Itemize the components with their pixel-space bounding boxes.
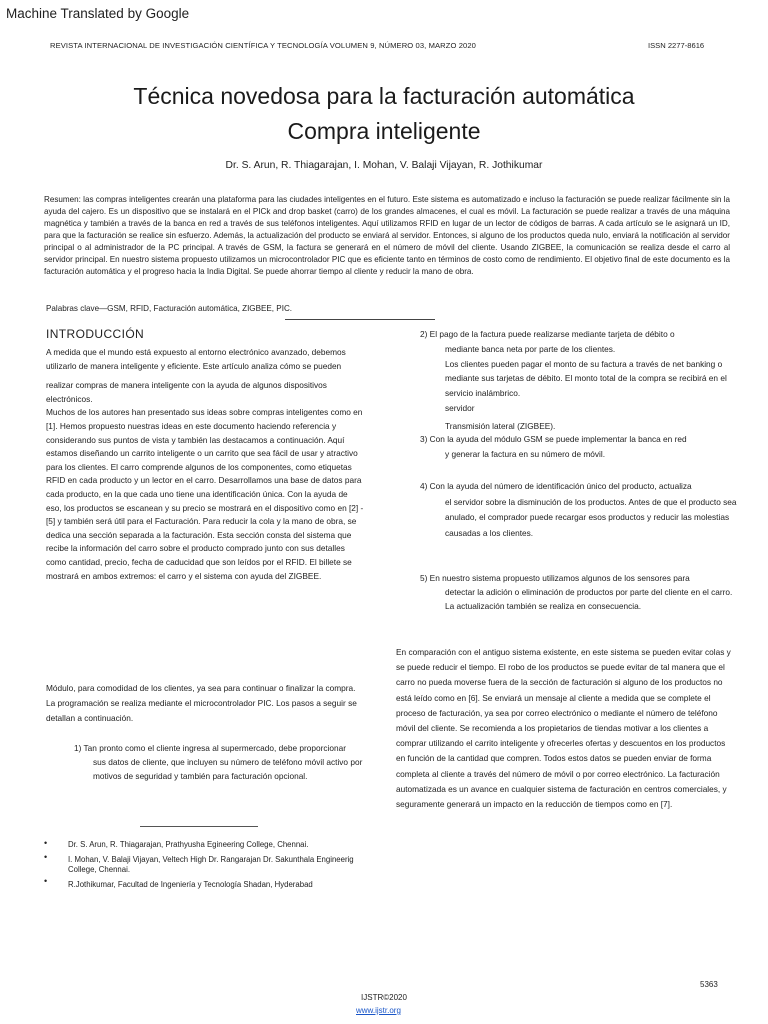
step-3-lead: 3) Con la ayuda del módulo GSM se puede implementar la banca en red: [420, 434, 687, 444]
intro-text: [46, 346, 364, 583]
abstract: Resumen: las compras inteligentes crearán una plataforma para las ciudades inteligentes en el futuro. Este sistema es automatizado e incluso la facturación se puede realizar fácilmente sin la ayuda del cajero. Es un dispositivo que se instalará en el PICk and drop basket (carro) de los grandes almacenes, el cual es móvil. La facturación se puede realizar a través de una máquina magnética y también a través de la banca en red a través de sus teléfonos inteligentes. Aquí utilizamos RFID en lugar de un lector de códigos de barras. A cada artículo se le asignará un ID, para que la facturación se realice sin esfuerzo. Además, la actualización del producto se enviará al servidor. Entonces, si alguno de los productos queda nulo, enviará la notificación al servidor principal o al administrador de la PC principal. A través de GSM, la factura se generará en el número de móvil del cliente. Usando ZIGBEE, la comunicación se realiza desde el carro al servidor principal. En nuestro sistema propuesto utilizamos un microcontrolador PIC que es eficiente tanto en términos de costo como de rendimiento. El objetivo final de este documento es la facturación automática y el progreso hacia la India Digital. Se puede ahorrar tiempo al cliente y reducir la mano de obra.: [44, 195, 730, 276]
module-paragraph: Módulo, para comodidad de los clientes, ya sea para continuar o finalizar la compra. La programación se realiza mediante el microcontrolador PIC. Los pasos a seguir se detallan a continuación.: [46, 683, 357, 723]
page-number: 5363: [700, 980, 718, 989]
step-3: [420, 432, 738, 462]
step-4-body: el servidor sobre la disminución de los productos. Antes de que el producto sea anulado, el comprador puede recargar esos productos y reducir las molestias causadas a los clientes.: [445, 496, 737, 538]
intro-paragraph-1b: realizar compras de manera inteligente con la ayuda de algunos dispositivos electrónicos.: [46, 380, 327, 404]
step-2-zigbee: Transmisión lateral (ZIGBEE).: [445, 420, 556, 431]
step-2-server: servidor: [445, 402, 475, 413]
author-list: Dr. S. Arun, R. Thiagarajan, I. Mohan, V. Balaji Vijayan, R. Jothikumar: [225, 160, 543, 171]
step-1-lead: 1) Tan pronto como el cliente ingresa al supermercado, debe proporcionar: [74, 743, 346, 753]
step-2-body: mediante banca neta por parte de los clientes.: [445, 343, 616, 354]
footer-journal: IJSTR©2020: [361, 993, 407, 1002]
comparison-paragraph: En comparación con el antiguo sistema existente, en este sistema se pueden evitar colas y se puede reducir el tiempo. El robo de los productos se puede evitar de tal manera que el carro no pueda moverse fuera de la sección de facturación si alguno de los productos no está leído como en [6]. Se enviará un mensaje al cliente a medida que se complete el proceso de facturación, ya sea por correo electrónico o mediante el número de teléfono móvil del cliente. Se recomienda a los propietarios de tiendas motivar a los clientes a comprar utilizando el carrito inteligente y ofrecerles ofertas y descuentos en los productos en función de la cantidad que compren. Todos estos datos se pueden enviar de forma completa al cliente a través del número de móvil o por correo electrónico. La facturación automatizada es un avance en cualquier sistema de facturación en centros comerciales, y seguramente generará un impacto en la reducción de tiempos como en [7].: [396, 647, 731, 810]
journal-url-link[interactable]: www.ijstr.org: [356, 1006, 401, 1015]
machine-translated-banner: Machine Translated by Google: [6, 6, 190, 21]
intro-paragraph-1a: A medida que el mundo está expuesto al entorno electrónico avanzado, debemos utilizarlo de manera inteligente y eficiente. Este artículo analiza cómo se pueden: [46, 347, 346, 371]
footnote-3: R.Jothikumar, Facultad de Ingeniería y Tecnología Shadan, Hyderabad: [68, 880, 313, 889]
issn-label: ISSN 2277-8616: [648, 41, 705, 50]
paper-title-line-2: Compra inteligente: [287, 118, 481, 144]
step-2-lead: 2) El pago de la factura puede realizarse mediante tarjeta de débito o: [420, 329, 675, 339]
step-3-body: y generar la factura en su número de móvil.: [445, 448, 606, 459]
step-4: [420, 479, 738, 541]
footnote-2: I. Mohan, V. Balaji Vijayan, Veltech High Dr. Rangarajan Dr. Sakunthala Engineerig College, Chennai.: [68, 855, 354, 874]
step-4-lead: 4) Con la ayuda del número de identificación único del producto, actualiza: [420, 481, 692, 491]
footnote-bullet: •: [44, 852, 48, 862]
footnote-bullet: •: [44, 876, 48, 886]
step-5-body: detectar la adición o eliminación de productos por parte del cliente en el carro. La actualización también se realiza en consecuencia.: [445, 587, 733, 611]
step-1-body: sus datos de cliente, que incluyen su número de teléfono móvil activo por motivos de seguridad y también para facturación opcional.: [93, 757, 363, 781]
paper-title-line-1: Técnica novedosa para la facturación automática: [133, 83, 635, 109]
step-2-detail: Los clientes pueden pagar el monto de su factura a través de net banking o mediante sus tarjetas de débito. El monto total de la compra se recibirá en el servicio inalámbrico.: [445, 358, 727, 399]
step-5-lead: 5) En nuestro sistema propuesto utilizamos algunos de los sensores para: [420, 573, 690, 583]
footnote-1: Dr. S. Arun, R. Thiagarajan, Prathyusha Egineering College, Chennai.: [68, 840, 309, 849]
keywords-divider: [285, 319, 435, 320]
step-2: [420, 327, 738, 434]
keywords: Palabras clave—GSM, RFID, Facturación automática, ZIGBEE, PIC.: [46, 304, 293, 313]
step-5: [420, 571, 738, 613]
footnote-divider: [140, 826, 258, 827]
intro-paragraph-2: Muchos de los autores han presentado sus ideas sobre compras inteligentes como en [1]. Hemos propuesto nuestras ideas en este documento haciendo referencia y considerando sus puntos de vista y también las destacamos a continuación. Aquí estamos diseñando un carrito inteligente o un carrito que sea fácil de usar y atractivo para los clientes. El carro comprende algunos de los componentes, como etiquetas RFID en cada producto y un lector en el carro. Desarrollamos una base de datos para cada producto, en la que cada uno tiene una identificación única. Con la ayuda de eso, los productos se escanean y su precio se mostrará en el dispositivo como en [2] - [5] y también será útil para el Facturación. Para reducir la cola y la mano de obra, se dedica una sección separada a la facturación. Esta sección consta del sistema que recibe la información del carro sobre el producto comprado junto con sus detalles como cantidad, precio, fecha de caducidad que son leídos por el RFID. El billete se mostrará en ambos extremos: el carro y el sistema con ayuda del ZIGBEE.: [46, 407, 364, 581]
journal-header: REVISTA INTERNACIONAL DE INVESTIGACIÓN CIENTÍFICA Y TECNOLOGÍA VOLUMEN 9, NÚMERO 03, MARZO 2020: [50, 41, 476, 50]
section-heading-introduction: INTRODUCCIÓN: [46, 327, 145, 341]
footnote-bullet: •: [44, 838, 48, 848]
step-1: [74, 741, 374, 783]
